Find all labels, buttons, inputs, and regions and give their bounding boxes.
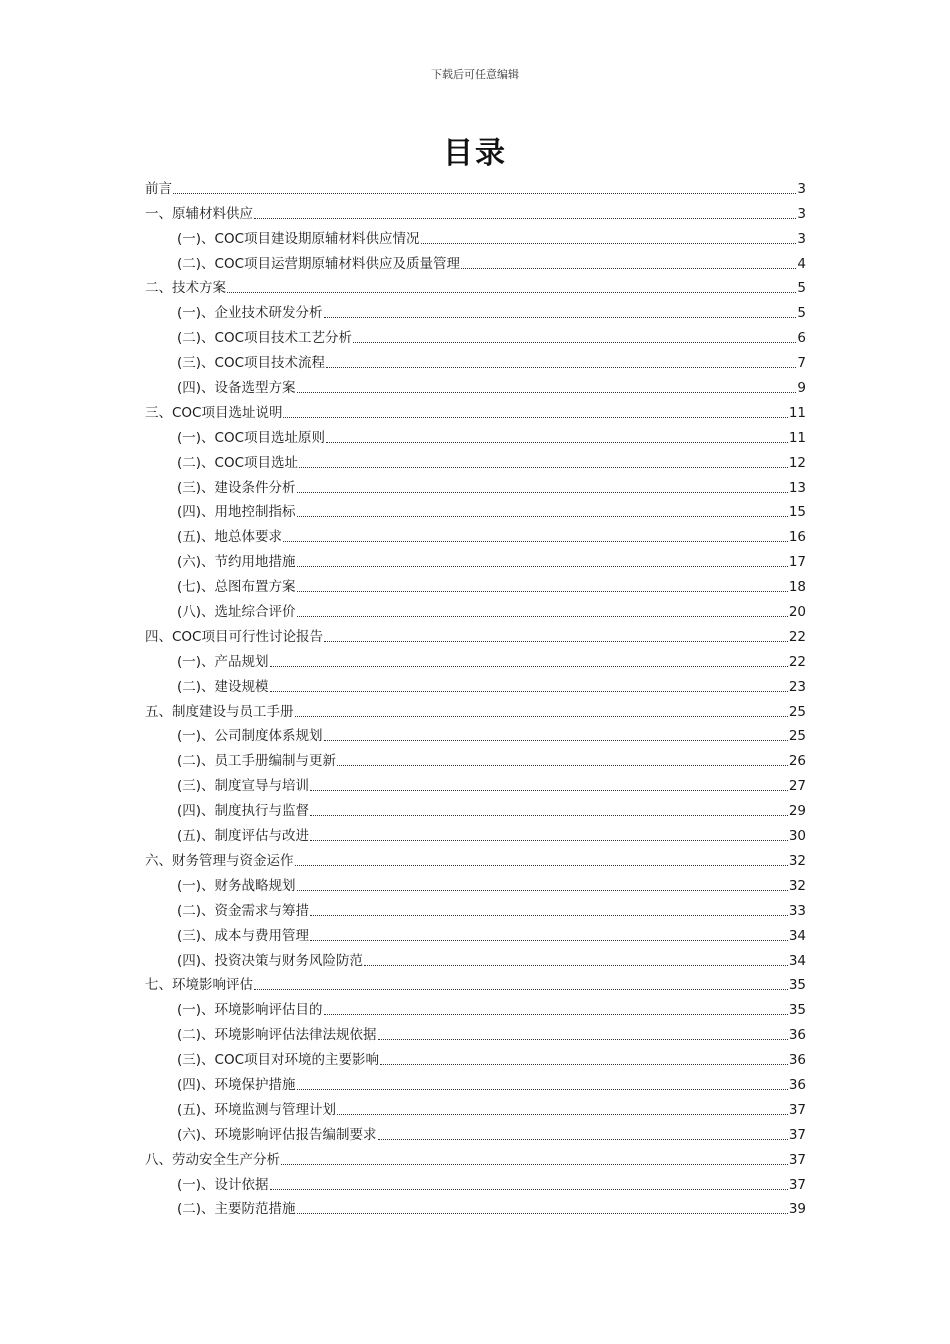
- toc-dot-leader: [380, 1063, 788, 1065]
- toc-entry[interactable]: [145, 1120, 806, 1145]
- toc-entry[interactable]: [145, 871, 806, 896]
- toc-entry-title: 七、环境影响评估: [145, 977, 253, 994]
- toc-entry[interactable]: [145, 1195, 806, 1220]
- toc-entry-title: 四、COC项目可行性讨论报告: [145, 628, 323, 645]
- toc-entry-title: (二)、员工手册编制与更新: [177, 753, 337, 770]
- toc-entry[interactable]: [145, 1020, 806, 1045]
- toc-entry[interactable]: [145, 547, 806, 572]
- toc-entry-title: (三)、COC项目技术流程: [177, 355, 326, 372]
- toc-dot-leader: [310, 914, 788, 916]
- toc-entry[interactable]: [145, 473, 806, 498]
- page-title: 目录: [443, 136, 507, 171]
- page-header: 下载后可任意编辑: [431, 68, 519, 81]
- toc-entry-page-number: 6: [797, 330, 806, 347]
- toc-entry-title: (一)、企业技术研发分析: [177, 305, 323, 322]
- toc-entry-title: (六)、节约用地措施: [177, 554, 296, 571]
- toc-dot-leader: [297, 391, 797, 393]
- toc-entry-page-number: 35: [788, 1002, 806, 1019]
- toc-entry-title: 六、财务管理与资金运作: [145, 852, 294, 869]
- toc-dot-leader: [297, 565, 788, 567]
- toc-entry[interactable]: [145, 199, 806, 224]
- toc-entry-page-number: 37: [788, 1126, 806, 1143]
- toc-entry-page-number: 4: [797, 255, 806, 272]
- toc-entry-page-number: 18: [788, 579, 806, 596]
- toc-entry[interactable]: [145, 1145, 806, 1170]
- toc-entry[interactable]: [145, 971, 806, 996]
- toc-entry-title: (三)、成本与费用管理: [177, 927, 310, 944]
- table-of-contents: [145, 174, 806, 1219]
- toc-entry-page-number: 32: [788, 877, 806, 894]
- toc-entry-page-number: 34: [788, 927, 806, 944]
- toc-entry[interactable]: [145, 174, 806, 199]
- toc-dot-leader: [254, 988, 788, 990]
- toc-entry-title: (六)、环境影响评估报告编制要求: [177, 1126, 377, 1143]
- toc-entry-title: (八)、选址综合评价: [177, 604, 296, 621]
- toc-entry[interactable]: [145, 498, 806, 523]
- toc-entry-page-number: 32: [788, 852, 806, 869]
- toc-entry-page-number: 39: [788, 1201, 806, 1218]
- toc-entry[interactable]: [145, 796, 806, 821]
- toc-entry-title: (二)、建设规模: [177, 678, 269, 695]
- toc-entry[interactable]: [145, 1045, 806, 1070]
- toc-entry-title: (四)、用地控制指标: [177, 504, 296, 521]
- toc-entry[interactable]: [145, 298, 806, 323]
- toc-entry-page-number: 27: [788, 778, 806, 795]
- toc-dot-leader: [310, 789, 788, 791]
- toc-entry[interactable]: [145, 398, 806, 423]
- toc-entry-title: (二)、COC项目运营期原辅材料供应及质量管理: [177, 255, 461, 272]
- toc-entry-title: (五)、地总体要求: [177, 529, 283, 546]
- toc-entry-page-number: 20: [788, 604, 806, 621]
- toc-entry-title: (四)、环境保护措施: [177, 1076, 296, 1093]
- toc-dot-leader: [297, 515, 788, 517]
- toc-entry-page-number: 12: [788, 454, 806, 471]
- toc-entry[interactable]: [145, 522, 806, 547]
- toc-dot-leader: [310, 939, 788, 941]
- toc-dot-leader: [295, 715, 788, 717]
- toc-entry[interactable]: [145, 771, 806, 796]
- toc-entry[interactable]: [145, 821, 806, 846]
- toc-entry-page-number: 5: [797, 280, 806, 297]
- toc-entry-title: (一)、COC项目建设期原辅材料供应情况: [177, 230, 420, 247]
- toc-entry-title: (四)、投资决策与财务风险防范: [177, 952, 364, 969]
- toc-dot-leader: [283, 416, 787, 418]
- toc-dot-leader: [461, 267, 796, 269]
- toc-entry-title: (一)、公司制度体系规划: [177, 728, 323, 745]
- toc-entry[interactable]: [145, 846, 806, 871]
- toc-dot-leader: [254, 217, 796, 219]
- toc-entry-title: (一)、设计依据: [177, 1176, 269, 1193]
- toc-entry-page-number: 3: [797, 180, 806, 197]
- toc-entry-title: (二)、COC项目技术工艺分析: [177, 330, 353, 347]
- toc-dot-leader: [378, 1138, 788, 1140]
- toc-entry-page-number: 23: [788, 678, 806, 695]
- toc-dot-leader: [281, 1163, 788, 1165]
- toc-dot-leader: [337, 1113, 788, 1115]
- toc-entry-page-number: 3: [797, 230, 806, 247]
- toc-entry-page-number: 22: [788, 628, 806, 645]
- toc-entry-page-number: 37: [788, 1101, 806, 1118]
- toc-entry-title: 一、原辅材料供应: [145, 205, 253, 222]
- toc-entry[interactable]: [145, 572, 806, 597]
- toc-entry[interactable]: [145, 647, 806, 672]
- toc-entry-title: 三、COC项目选址说明: [145, 404, 283, 421]
- toc-entry-page-number: 25: [788, 728, 806, 745]
- toc-entry-title: (七)、总图布置方案: [177, 579, 296, 596]
- toc-dot-leader: [310, 839, 788, 841]
- toc-entry-page-number: 26: [788, 753, 806, 770]
- toc-entry-title: (二)、COC项目选址: [177, 454, 299, 471]
- toc-entry-title: (三)、制度宣导与培训: [177, 778, 310, 795]
- toc-entry-title: 八、劳动安全生产分析: [145, 1151, 280, 1168]
- toc-entry[interactable]: [145, 622, 806, 647]
- toc-entry[interactable]: [145, 672, 806, 697]
- toc-dot-leader: [324, 316, 797, 318]
- toc-dot-leader: [324, 1013, 788, 1015]
- toc-dot-leader: [310, 814, 788, 816]
- toc-dot-leader: [297, 1212, 788, 1214]
- toc-entry[interactable]: [145, 1170, 806, 1195]
- toc-dot-leader: [421, 242, 797, 244]
- toc-entry-page-number: 9: [797, 380, 806, 397]
- toc-entry-page-number: 17: [788, 554, 806, 571]
- toc-entry[interactable]: [145, 597, 806, 622]
- toc-entry-page-number: 7: [797, 355, 806, 372]
- toc-entry-page-number: 16: [788, 529, 806, 546]
- toc-entry-title: (一)、财务战略规划: [177, 877, 296, 894]
- toc-entry-page-number: 3: [797, 205, 806, 222]
- toc-entry[interactable]: [145, 1095, 806, 1120]
- toc-entry-page-number: 11: [788, 429, 806, 446]
- toc-entry-title: (二)、资金需求与筹措: [177, 902, 310, 919]
- toc-dot-leader: [270, 690, 788, 692]
- toc-entry-title: (二)、主要防范措施: [177, 1201, 296, 1218]
- toc-entry[interactable]: [145, 697, 806, 722]
- toc-entry[interactable]: [145, 448, 806, 473]
- toc-entry[interactable]: [145, 896, 806, 921]
- toc-entry[interactable]: [145, 921, 806, 946]
- toc-entry-title: 五、制度建设与员工手册: [145, 703, 294, 720]
- toc-entry-page-number: 34: [788, 952, 806, 969]
- toc-dot-leader: [297, 590, 788, 592]
- toc-entry-page-number: 36: [788, 1076, 806, 1093]
- toc-entry-page-number: 33: [788, 902, 806, 919]
- toc-dot-leader: [297, 889, 788, 891]
- toc-entry-page-number: 30: [788, 828, 806, 845]
- toc-entry[interactable]: [145, 373, 806, 398]
- toc-entry[interactable]: [145, 1070, 806, 1095]
- toc-dot-leader: [326, 366, 796, 368]
- toc-entry[interactable]: [145, 323, 806, 348]
- toc-dot-leader: [353, 341, 796, 343]
- toc-entry-page-number: 36: [788, 1052, 806, 1069]
- toc-entry[interactable]: [145, 274, 806, 299]
- toc-entry-title: 前言: [145, 180, 172, 197]
- toc-dot-leader: [173, 192, 796, 194]
- toc-dot-leader: [378, 1038, 788, 1040]
- toc-entry-page-number: 11: [788, 404, 806, 421]
- toc-dot-leader: [297, 615, 788, 617]
- toc-dot-leader: [270, 1188, 788, 1190]
- toc-dot-leader: [295, 864, 788, 866]
- toc-entry-title: (五)、环境监测与管理计划: [177, 1101, 337, 1118]
- toc-entry-title: (二)、环境影响评估法律法规依据: [177, 1027, 377, 1044]
- toc-entry[interactable]: [145, 249, 806, 274]
- toc-dot-leader: [299, 466, 788, 468]
- toc-dot-leader: [324, 640, 788, 642]
- toc-dot-leader: [297, 1088, 788, 1090]
- toc-dot-leader: [364, 964, 788, 966]
- toc-entry-page-number: 15: [788, 504, 806, 521]
- toc-entry[interactable]: [145, 348, 806, 373]
- toc-dot-leader: [326, 441, 788, 443]
- toc-entry-title: (一)、产品规划: [177, 653, 269, 670]
- toc-entry[interactable]: [145, 746, 806, 771]
- toc-dot-leader: [227, 291, 796, 293]
- toc-entry-title: (四)、设备选型方案: [177, 380, 296, 397]
- toc-entry-title: (五)、制度评估与改进: [177, 828, 310, 845]
- toc-dot-leader: [270, 665, 788, 667]
- toc-entry-page-number: 25: [788, 703, 806, 720]
- toc-entry[interactable]: [145, 224, 806, 249]
- toc-entry-page-number: 29: [788, 803, 806, 820]
- toc-entry[interactable]: [145, 423, 806, 448]
- toc-dot-leader: [297, 491, 788, 493]
- toc-entry-page-number: 35: [788, 977, 806, 994]
- toc-entry-page-number: 37: [788, 1151, 806, 1168]
- toc-dot-leader: [324, 739, 788, 741]
- toc-entry-page-number: 13: [788, 479, 806, 496]
- toc-entry[interactable]: [145, 995, 806, 1020]
- toc-entry[interactable]: [145, 722, 806, 747]
- toc-entry-page-number: 37: [788, 1176, 806, 1193]
- toc-entry-title: 二、技术方案: [145, 280, 226, 297]
- toc-dot-leader: [283, 540, 788, 542]
- toc-entry-title: (一)、环境影响评估目的: [177, 1002, 323, 1019]
- toc-entry-page-number: 36: [788, 1027, 806, 1044]
- toc-entry-title: (三)、COC项目对环境的主要影响: [177, 1052, 380, 1069]
- toc-entry-page-number: 5: [797, 305, 806, 322]
- toc-entry-title: (三)、建设条件分析: [177, 479, 296, 496]
- toc-entry-title: (四)、制度执行与监督: [177, 803, 310, 820]
- toc-entry-title: (一)、COC项目选址原则: [177, 429, 326, 446]
- toc-dot-leader: [337, 764, 788, 766]
- toc-entry[interactable]: [145, 946, 806, 971]
- toc-entry-page-number: 22: [788, 653, 806, 670]
